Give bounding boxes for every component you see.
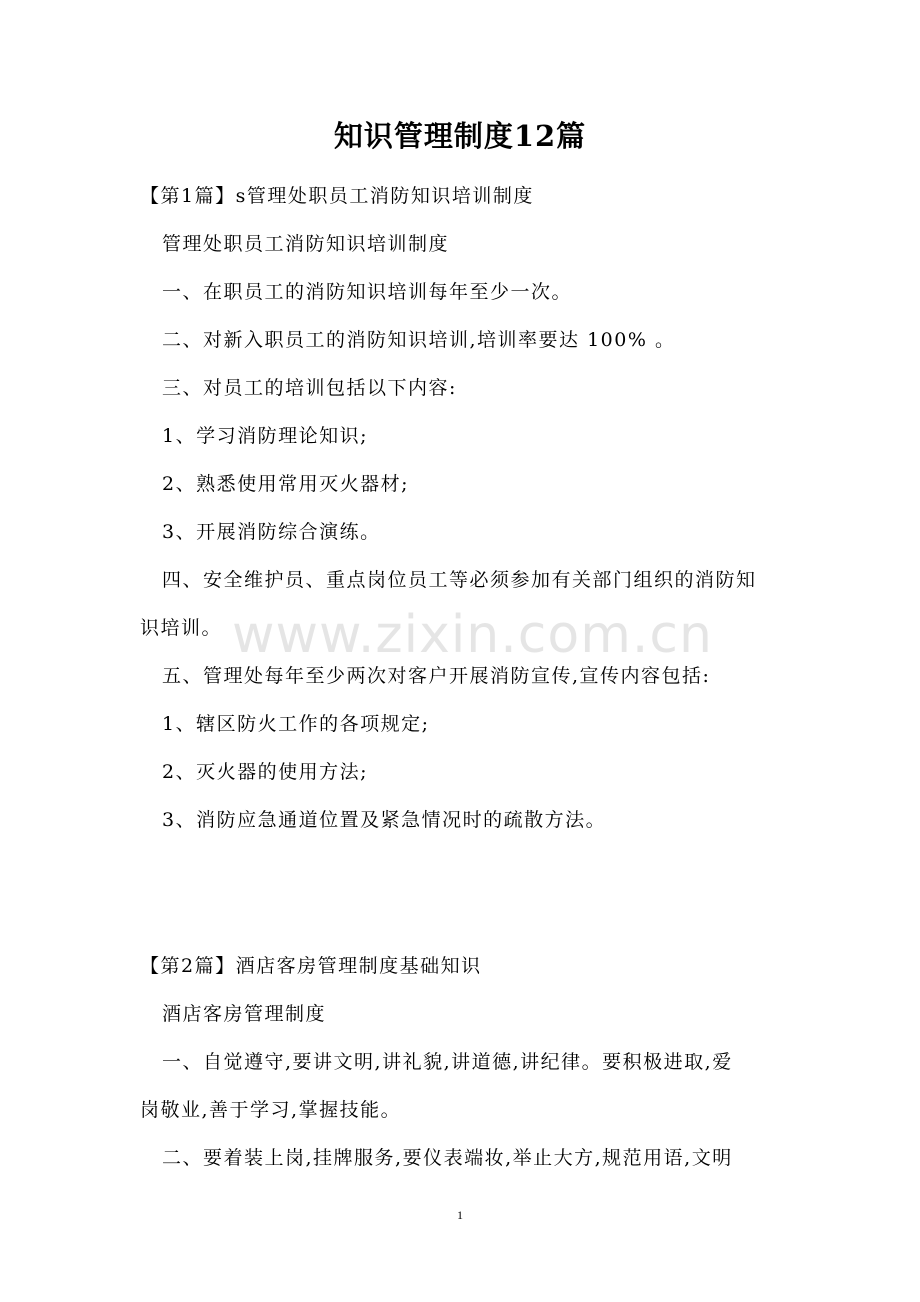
section-subtitle-2: 酒店客房管理制度: [162, 1003, 327, 1025]
list-item: 2、灭火器的使用方法;: [162, 761, 368, 783]
document-title: 知识管理制度12篇: [333, 119, 587, 153]
paragraph: 二、对新入职员工的消防知识培训,培训率要达 100% 。: [162, 329, 676, 351]
list-item: 2、熟悉使用常用灭火器材;: [162, 473, 409, 495]
section-heading-2: 【第2篇】酒店客房管理制度基础知识: [140, 955, 482, 977]
paragraph: 二、要着装上岗,挂牌服务,要仪表端妆,举止大方,规范用语,文明: [162, 1147, 733, 1169]
page-number: 1: [457, 1208, 463, 1222]
paragraph: 五、管理处每年至少两次对客户开展消防宣传,宣传内容包括:: [162, 665, 711, 687]
paragraph: 四、安全维护员、重点岗位员工等必须参加有关部门组织的消防知: [162, 569, 757, 591]
watermark: www.zixin.com.cn: [232, 605, 713, 665]
section-heading-1: 【第1篇】s管理处职员工消防知识培训制度: [140, 185, 534, 207]
paragraph: 一、在职员工的消防知识培训每年至少一次。: [162, 281, 573, 303]
paragraph-continuation: 岗敬业,善于学习,掌握技能。: [140, 1099, 402, 1121]
list-item: 3、开展消防综合演练。: [162, 521, 381, 543]
section-subtitle-1: 管理处职员工消防知识培训制度: [162, 233, 450, 255]
paragraph: 三、对员工的培训包括以下内容:: [162, 377, 457, 399]
list-item: 1、辖区防火工作的各项规定;: [162, 713, 430, 735]
list-item: 1、学习消防理论知识;: [162, 425, 368, 447]
paragraph-continuation: 识培训。: [140, 617, 223, 639]
paragraph: 一、自觉遵守,要讲文明,讲礼貌,讲道德,讲纪律。要积极进取,爱: [162, 1051, 733, 1073]
list-item: 3、消防应急通道位置及紧急情况时的疏散方法。: [162, 809, 607, 831]
